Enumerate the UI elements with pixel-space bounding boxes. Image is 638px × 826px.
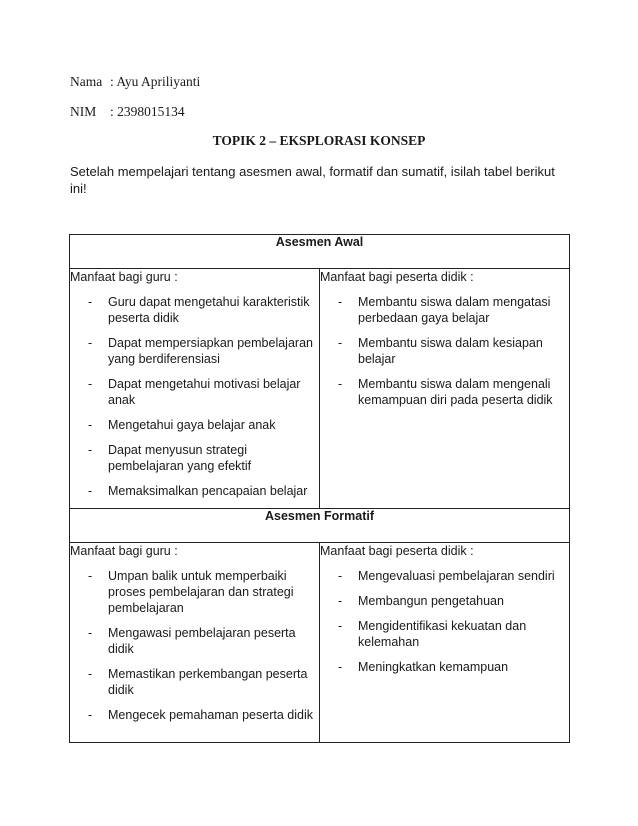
bullet-dash: - [88, 484, 93, 498]
list-item [320, 568, 569, 584]
list-item-text: Umpan balik untuk memperbaiki proses pembelajaran dan strategi pembelajaran [108, 569, 294, 615]
list-item [70, 335, 319, 367]
section-content-row [70, 269, 570, 509]
intro-text: Setelah mempelajari tentang asesmen awal, formatif dan sumatif, isilah tabel berikut ini! [70, 164, 555, 196]
bullet-dash: - [338, 377, 343, 391]
section-title-asesmen-formatif: Asesmen Formatif [70, 509, 570, 543]
list-item-text: Mengetahui gaya belajar anak [108, 418, 276, 432]
list-item [320, 593, 569, 609]
section-header-row [70, 235, 570, 269]
siswa-column [320, 269, 570, 509]
bullet-dash: - [88, 569, 93, 583]
nama-value: : Ayu Apriliyanti [110, 74, 201, 89]
guru-heading: Manfaat bagi guru : [70, 270, 178, 284]
nim-label: NIM [70, 104, 97, 119]
bullet-dash: - [88, 418, 93, 432]
siswa-list [320, 294, 569, 408]
bullet-dash: - [88, 336, 93, 350]
bullet-dash: - [338, 569, 343, 583]
list-item [70, 294, 319, 326]
list-item [70, 707, 319, 723]
list-item [70, 666, 319, 698]
list-item [70, 417, 319, 433]
nama-label: Nama [70, 74, 103, 89]
nama-row [70, 74, 200, 90]
bullet-dash: - [338, 619, 343, 633]
section-content-row [70, 543, 570, 743]
siswa-list [320, 568, 569, 675]
bullet-dash: - [88, 667, 93, 681]
list-item-text: Mengevaluasi pembelajaran sendiri [358, 569, 555, 583]
siswa-column [320, 543, 570, 743]
document-title: TOPIK 2 – EKSPLORASI KONSEP [212, 133, 426, 148]
bullet-dash: - [88, 708, 93, 722]
list-item [320, 335, 569, 367]
bullet-dash: - [88, 377, 93, 391]
siswa-heading: Manfaat bagi peserta didik : [320, 270, 474, 284]
bullet-dash: - [88, 443, 93, 457]
list-item-text: Dapat mempersiapkan pembelajaran yang berdiferensiasi [108, 336, 313, 366]
guru-column [70, 269, 320, 509]
nim-row [70, 104, 185, 120]
list-item [320, 294, 569, 326]
list-item-text: Memastikan perkembangan peserta didik [108, 667, 308, 697]
list-item-text: Membantu siswa dalam mengatasi perbedaan gaya belajar [358, 295, 551, 325]
list-item [70, 483, 319, 499]
list-item-text: Memaksimalkan pencapaian belajar [108, 484, 308, 498]
nim-value: : 2398015134 [110, 104, 185, 119]
list-item [70, 625, 319, 657]
section-title-asesmen-awal: Asesmen Awal [70, 235, 570, 269]
list-item [70, 376, 319, 408]
list-item-text: Membantu siswa dalam kesiapan belajar [358, 336, 543, 366]
list-item-text: Dapat mengetahui motivasi belajar anak [108, 377, 301, 407]
list-item [320, 659, 569, 675]
list-item-text: Mengecek pemahaman peserta didik [108, 708, 313, 722]
assessment-table [69, 234, 570, 743]
siswa-heading: Manfaat bagi peserta didik : [320, 544, 474, 558]
list-item-text: Mengidentifikasi kekuatan dan kelemahan [358, 619, 527, 649]
list-item [320, 376, 569, 408]
list-item [320, 618, 569, 650]
list-item-text: Guru dapat mengetahui karakteristik peserta didik [108, 295, 310, 325]
bullet-dash: - [88, 295, 93, 309]
list-item-text: Meningkatkan kemampuan [358, 660, 509, 674]
section-header-row [70, 509, 570, 543]
list-item-text: Membangun pengetahuan [358, 594, 504, 608]
list-item-text: Mengawasi pembelajaran peserta didik [108, 626, 296, 656]
guru-column [70, 543, 320, 743]
bullet-dash: - [338, 336, 343, 350]
list-item [70, 568, 319, 616]
bullet-dash: - [88, 626, 93, 640]
guru-heading: Manfaat bagi guru : [70, 544, 178, 558]
list-item [70, 442, 319, 474]
guru-list [70, 294, 319, 499]
bullet-dash: - [338, 295, 343, 309]
bullet-dash: - [338, 594, 343, 608]
list-item-text: Dapat menyusun strategi pembelajaran yang efektif [108, 443, 252, 473]
list-item-text: Membantu siswa dalam mengenali kemampuan diri pada peserta didik [358, 377, 553, 407]
bullet-dash: - [338, 660, 343, 674]
guru-list [70, 568, 319, 723]
